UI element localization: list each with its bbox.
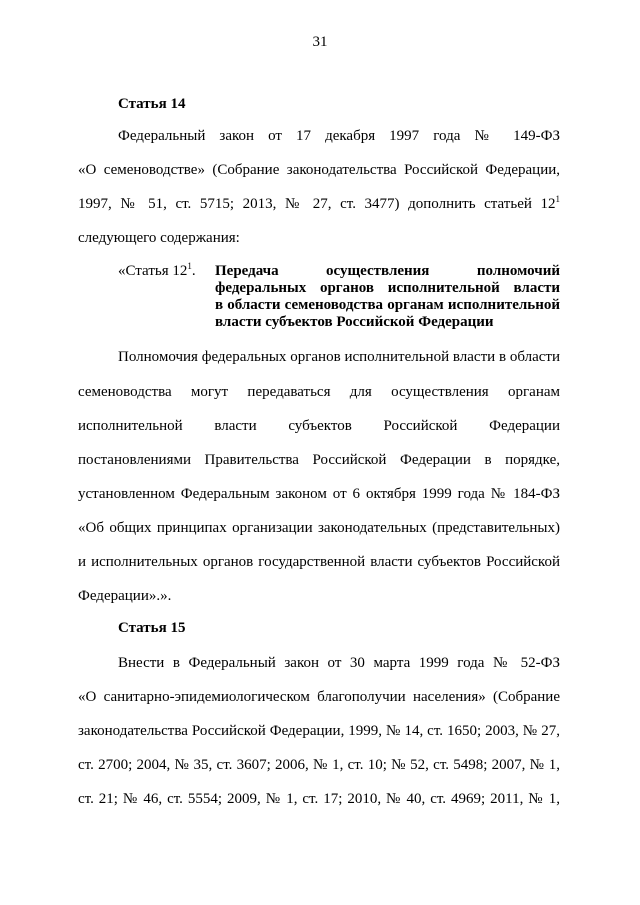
paragraph-line: Внести в Федеральный закон от 30 марта 1999 года № 52-ФЗ xyxy=(118,655,560,671)
paragraph-line: и исполнительных органов государственной власти субъектов Российской xyxy=(78,554,560,570)
title-line: федеральных органов исполнительной власти xyxy=(215,280,560,296)
page-number: 31 xyxy=(312,34,328,50)
new-article-label-end: . xyxy=(191,263,196,279)
paragraph-line: исполнительной власти субъектов Российской Федерации xyxy=(78,418,560,434)
article-14-heading: Статья 14 xyxy=(118,96,186,112)
paragraph-line: ст. 21; № 46, ст. 5554; 2009, № 1, ст. 17; 2010, № 40, ст. 4969; 2011, № 1, xyxy=(78,791,560,807)
paragraph-line: «О семеноводстве» (Собрание законодательства Российской Федерации, xyxy=(78,162,560,178)
superscript: 1 xyxy=(187,261,192,271)
paragraph-line-text: 1997, № 51, ст. 5715; 2013, № 27, ст. 3477) дополнить статьей 12 xyxy=(78,196,556,212)
paragraph-line: законодательства Российской Федерации, 1999, № 14, ст. 1650; 2003, № 27, xyxy=(78,723,560,739)
article-15-heading: Статья 15 xyxy=(118,620,186,636)
new-article-label-text: «Статья 12 xyxy=(118,263,188,279)
paragraph-line: установленном Федеральным законом от 6 октября 1999 года № 184-ФЗ xyxy=(78,486,560,502)
paragraph-line: Федерации».». xyxy=(78,588,172,604)
new-article-label xyxy=(118,263,196,280)
paragraph-line: «О санитарно-эпидемиологическом благополучии населения» (Собрание xyxy=(78,689,560,705)
new-article-title xyxy=(215,263,560,331)
superscript: 1 xyxy=(555,194,560,204)
paragraph-line: постановлениями Правительства Российской Федерации в порядке, xyxy=(78,452,560,468)
paragraph-line: ст. 2700; 2004, № 35, ст. 3607; 2006, № 1, ст. 10; № 52, ст. 5498; 2007, № 1, xyxy=(78,757,560,773)
paragraph-line: Полномочия федеральных органов исполнительной власти в области xyxy=(118,349,560,365)
title-line: власти субъектов Российской Федерации xyxy=(215,314,494,330)
paragraph-line xyxy=(78,195,560,213)
paragraph-line: «Об общих принципах организации законодательных (представительных) xyxy=(78,520,560,536)
title-line: Передача осуществления полномочий xyxy=(215,263,560,279)
paragraph-line: семеноводства могут передаваться для осуществления органам xyxy=(78,384,560,400)
title-line: в области семеноводства органам исполнительной xyxy=(215,297,560,313)
paragraph-line: Федеральный закон от 17 декабря 1997 года № 149-ФЗ xyxy=(118,128,560,144)
paragraph-line: следующего содержания: xyxy=(78,230,240,246)
